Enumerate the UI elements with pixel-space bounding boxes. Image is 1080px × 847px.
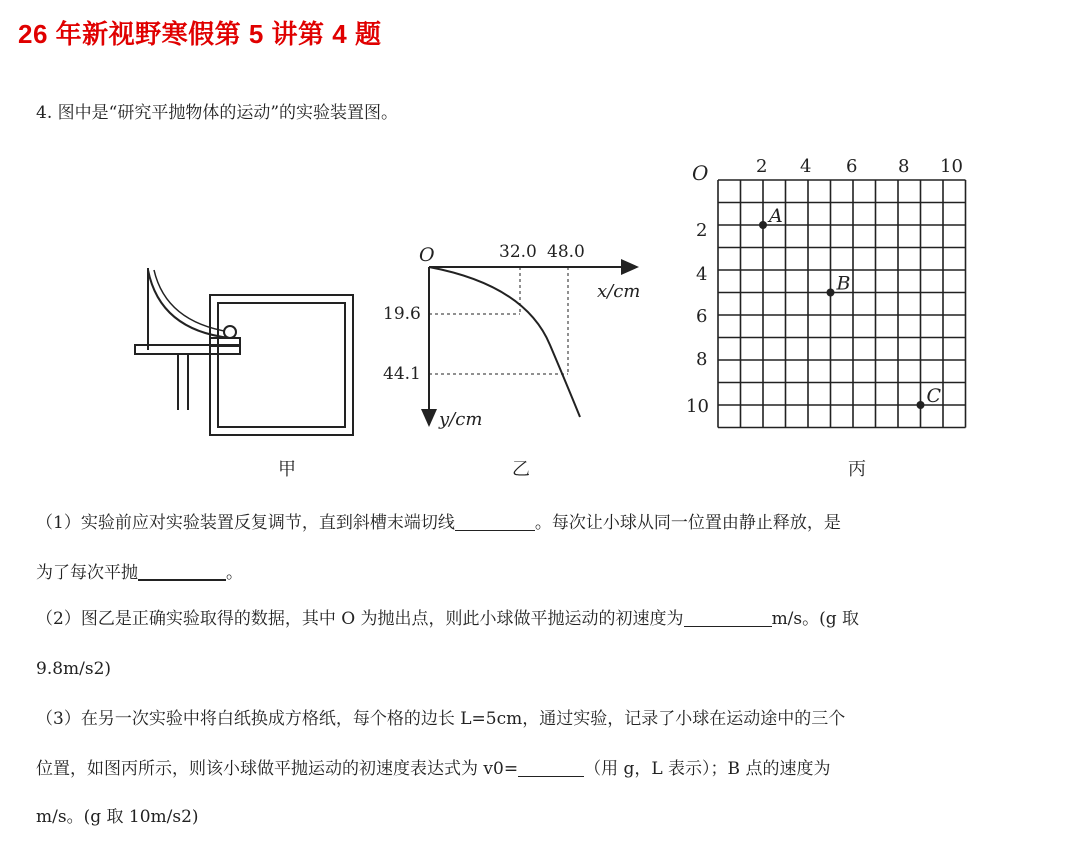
point-c — [917, 401, 925, 409]
x-tick-label: 2 — [756, 156, 768, 177]
part2-line1: （2）图乙是正确实验取得的数据，其中 O 为抛出点，则此小球做平抛运动的初速度为 m/s。(g 取 — [36, 609, 860, 629]
part2-line2: 9.8m/s2) — [36, 659, 112, 679]
x-tick-label: 4 — [800, 156, 812, 177]
part1-line1: （1）实验前应对实验装置反复调节，直到斜槽末端切线 。每次让小球从同一位置由静止释放，是 — [36, 513, 841, 533]
part1-line2: 为了每次平抛 。 — [36, 563, 243, 583]
page-title: 26 年新视野寒假第 5 讲第 4 题 — [18, 19, 382, 49]
origin-label: O — [419, 244, 435, 266]
y-tick-label: 2 — [696, 220, 708, 241]
y-tick-label: 8 — [696, 349, 708, 370]
answer-blank[interactable] — [684, 608, 772, 627]
x-tick-label: 6 — [846, 156, 858, 177]
y-tick-label: 6 — [696, 306, 708, 327]
caption-yi: 乙 — [512, 459, 530, 480]
point-b — [827, 289, 835, 297]
part3-line3: m/s。(g 取 10m/s2) — [36, 807, 199, 827]
point-label: B — [836, 272, 851, 295]
trajectory-curve — [429, 267, 580, 417]
point-label: C — [926, 385, 942, 407]
y-tick-label: 44.1 — [383, 364, 421, 384]
origin-label: O — [692, 161, 709, 185]
point-a — [759, 221, 767, 229]
part3-line1: （3）在另一次实验中将白纸换成方格纸，每个格的边长 L=5cm，通过实验，记录了小球在运动途中的三个 — [36, 709, 846, 729]
x-tick-label: 10 — [940, 156, 963, 177]
y-tick-label: 4 — [696, 264, 708, 285]
caption-jia: 甲 — [278, 459, 296, 480]
x-tick-label: 32.0 — [499, 242, 537, 262]
figure-bing — [680, 150, 980, 450]
point-label: A — [769, 205, 783, 227]
x-tick-label: 8 — [898, 156, 910, 177]
y-tick-label: 10 — [686, 396, 709, 417]
x-tick-label: 48.0 — [547, 242, 585, 262]
question-stem: 4. 图中是“研究平抛物体的运动”的实验装置图。 — [36, 103, 399, 123]
x-axis-label: x/cm — [597, 281, 641, 302]
answer-blank[interactable] — [138, 561, 226, 581]
figure-jia — [130, 260, 370, 450]
y-axis-label: y/cm — [439, 409, 483, 430]
caption-bing: 丙 — [848, 459, 866, 480]
answer-blank[interactable] — [455, 512, 535, 531]
part3-line2: 位置，如图丙所示，则该小球做平抛运动的初速度表达式为 v0= （用 g，L 表示）；B 点的速度为 — [36, 759, 831, 779]
figure-yi — [375, 235, 665, 445]
answer-blank[interactable] — [518, 758, 584, 777]
y-tick-label: 19.6 — [383, 304, 421, 324]
